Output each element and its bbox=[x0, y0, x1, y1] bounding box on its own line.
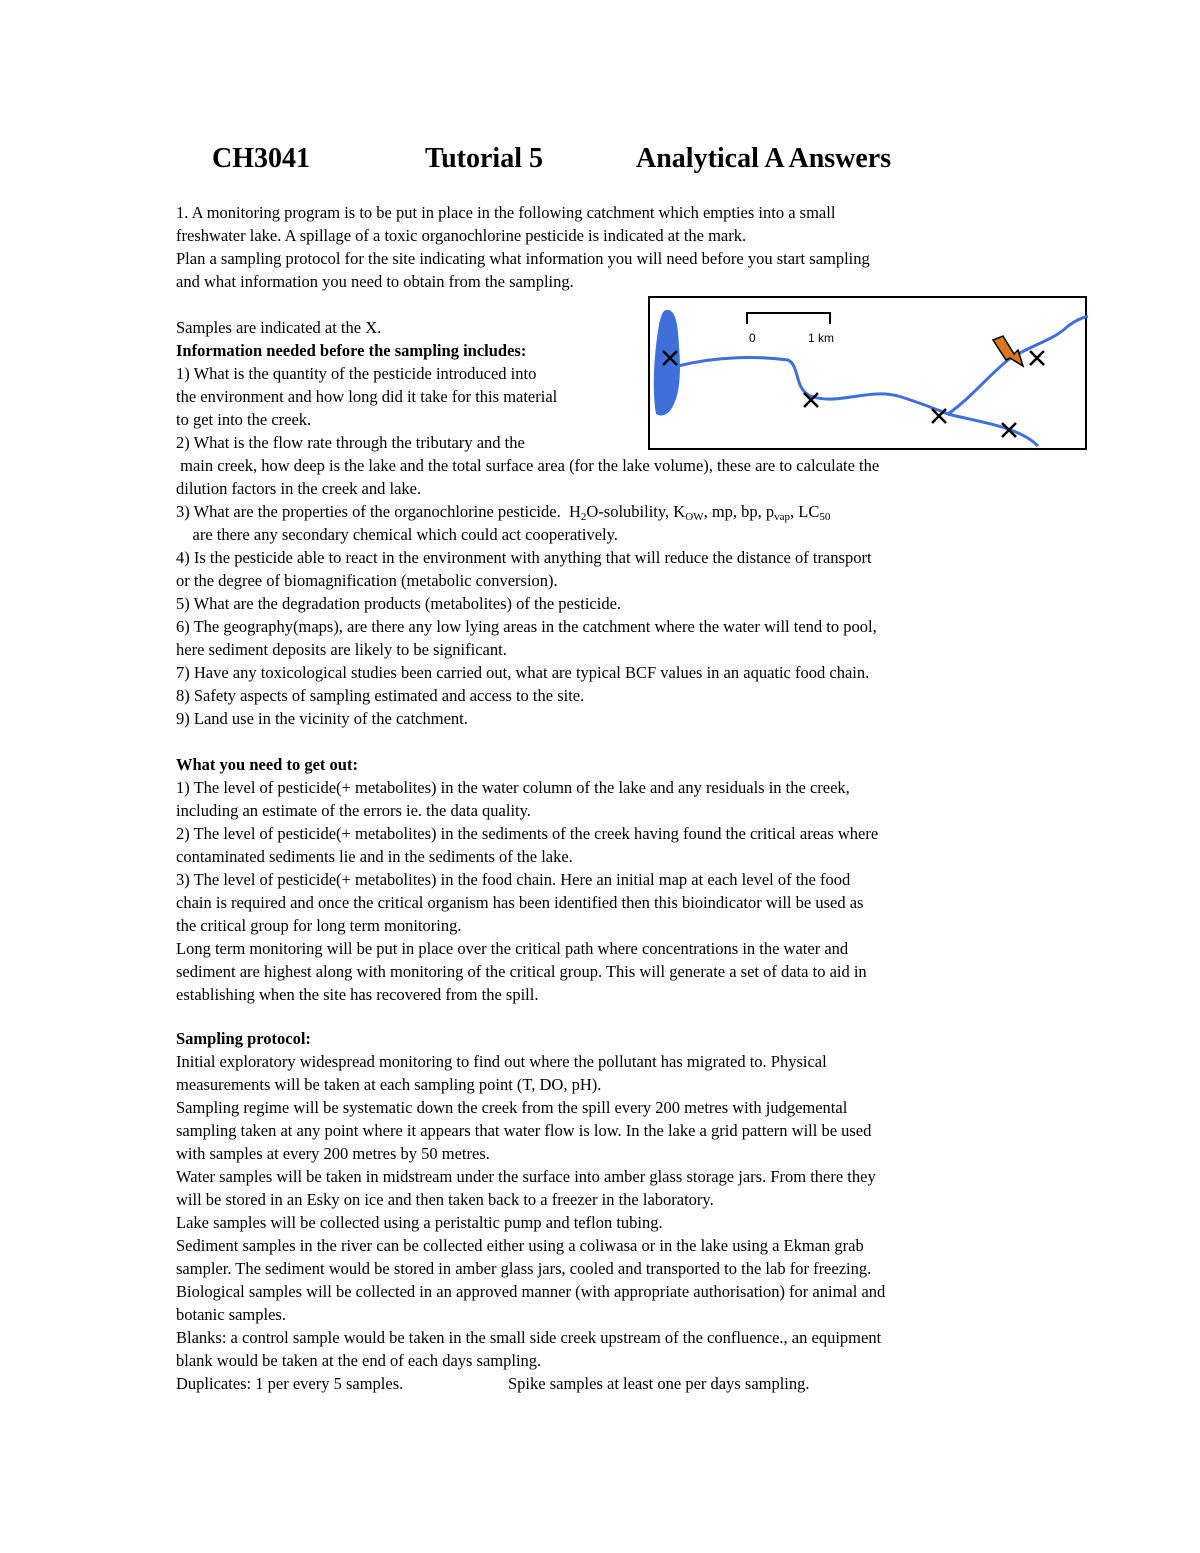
before-line: here sediment deposits are likely to be significant. bbox=[176, 640, 507, 659]
protocol-line: Sediment samples in the river can be collected either using a coliwasa or in the lake using a Ekman grab bbox=[176, 1236, 864, 1255]
protocol-line: blank would be taken at the end of each days sampling. bbox=[176, 1351, 542, 1370]
protocol-line: Sampling regime will be systematic down the creek from the spill every 200 metres with judgemental bbox=[176, 1098, 848, 1117]
out-line: including an estimate of the errors ie. the data quality. bbox=[176, 801, 531, 820]
before-line: 8) Safety aspects of sampling estimated and access to the site. bbox=[176, 686, 585, 705]
before-line: are there any secondary chemical which could act cooperatively. bbox=[176, 525, 618, 544]
before-line: 1) What is the quantity of the pesticide introduced into bbox=[176, 364, 537, 383]
question-line: freshwater lake. A spillage of a toxic organochlorine pesticide is indicated at the mark. bbox=[176, 226, 747, 245]
catchment-map bbox=[648, 296, 1088, 452]
protocol-line: with samples at every 200 metres by 50 metres. bbox=[176, 1144, 490, 1163]
out-line: 3) The level of pesticide(+ metabolites) in the food chain. Here an initial map at each level of the food bbox=[176, 870, 851, 889]
out-line: 1) The level of pesticide(+ metabolites) in the water column of the lake and any residuals in the creek, bbox=[176, 778, 850, 797]
protocol-heading: Sampling protocol: bbox=[176, 1029, 311, 1048]
before-line: or the degree of biomagnification (metabolic conversion). bbox=[176, 571, 558, 590]
title-subject: Analytical A Answers bbox=[636, 143, 892, 174]
before-line: the environment and how long did it take for this material bbox=[176, 387, 558, 406]
before-line: main creek, how deep is the lake and the total surface area (for the lake volume), these are to calculate the bbox=[176, 456, 880, 475]
protocol-line: sampler. The sediment would be stored in amber glass jars, cooled and transported to the lab for freezing. bbox=[176, 1259, 872, 1278]
out-line: establishing when the site has recovered from the spill. bbox=[176, 985, 539, 1004]
out-line: Long term monitoring will be put in place over the critical path where concentrations in the water and bbox=[176, 939, 849, 958]
protocol-line: Lake samples will be collected using a peristaltic pump and teflon tubing. bbox=[176, 1213, 663, 1232]
samples-note: Samples are indicated at the X. bbox=[176, 318, 382, 337]
out-line: the critical group for long term monitoring. bbox=[176, 916, 462, 935]
question-line: Plan a sampling protocol for the site indicating what information you will need before you start sampling bbox=[176, 249, 870, 268]
before-line: 4) Is the pesticide able to react in the environment with anything that will reduce the distance of transport bbox=[176, 548, 872, 567]
out-line: sediment are highest along with monitoring of the critical group. This will generate a set of data to aid in bbox=[176, 962, 867, 981]
before-line: dilution factors in the creek and lake. bbox=[176, 479, 422, 498]
properties-line: 3) What are the properties of the organochlorine pesticide. $H_2O$-solubility, $K_{OW}$, mp, bp, $p_{vap}$, $LC_{50}$ bbox=[176, 502, 831, 523]
before-line: 7) Have any toxicological studies been carried out, what are typical BCF values in an aquatic food chain. bbox=[176, 663, 870, 682]
out-line: contaminated sediments lie and in the sediments of the lake. bbox=[176, 847, 573, 866]
before-line: 6) The geography(maps), are there any low lying areas in the catchment where the water will tend to pool, bbox=[176, 617, 877, 636]
before-line: 9) Land use in the vicinity of the catchment. bbox=[176, 709, 468, 728]
map-border bbox=[649, 297, 1086, 449]
protocol-line: will be stored in an Esky on ice and then taken back to a freezer in the laboratory. bbox=[176, 1190, 714, 1209]
protocol-line: Initial exploratory widespread monitoring to find out where the pollutant has migrated to. Physical bbox=[176, 1052, 827, 1071]
spike-line: Spike samples at least one per days sampling. bbox=[508, 1374, 810, 1393]
tutorial-number: Tutorial 5 bbox=[425, 143, 543, 174]
before-line: 5) What are the degradation products (metabolites) of the pesticide. bbox=[176, 594, 622, 613]
protocol-line: measurements will be taken at each sampling point (T, DO, pH). bbox=[176, 1075, 602, 1094]
out-line: chain is required and once the critical organism has been identified then this bioindicator will be used as bbox=[176, 893, 864, 912]
out-heading: What you need to get out: bbox=[176, 755, 358, 774]
protocol-line: Water samples will be taken in midstream under the surface into amber glass storage jars. From there they bbox=[176, 1167, 876, 1186]
protocol-line: Blanks: a control sample would be taken in the small side creek upstream of the confluence., an equipment bbox=[176, 1328, 882, 1347]
duplicates-line: Duplicates: 1 per every 5 samples. bbox=[176, 1374, 404, 1393]
protocol-line: Biological samples will be collected in an approved manner (with appropriate authorisation) for animal and bbox=[176, 1282, 886, 1301]
before-line: 2) What is the flow rate through the tributary and the bbox=[176, 433, 525, 452]
course-code: CH3041 bbox=[212, 143, 310, 174]
question-line: 1. A monitoring program is to be put in place in the following catchment which empties into a small bbox=[176, 203, 836, 222]
protocol-line: botanic samples. bbox=[176, 1305, 286, 1324]
before-heading: Information needed before the sampling includes: bbox=[176, 341, 527, 360]
scale-end-label: 1 km bbox=[808, 331, 835, 345]
scale-start-label: 0 bbox=[749, 331, 756, 345]
before-line: to get into the creek. bbox=[176, 410, 312, 429]
question-line: and what information you need to obtain from the sampling. bbox=[176, 272, 574, 291]
out-line: 2) The level of pesticide(+ metabolites) in the sediments of the creek having found the critical areas where bbox=[176, 824, 879, 843]
protocol-line: sampling taken at any point where it appears that water flow is low. In the lake a grid pattern will be used bbox=[176, 1121, 872, 1140]
